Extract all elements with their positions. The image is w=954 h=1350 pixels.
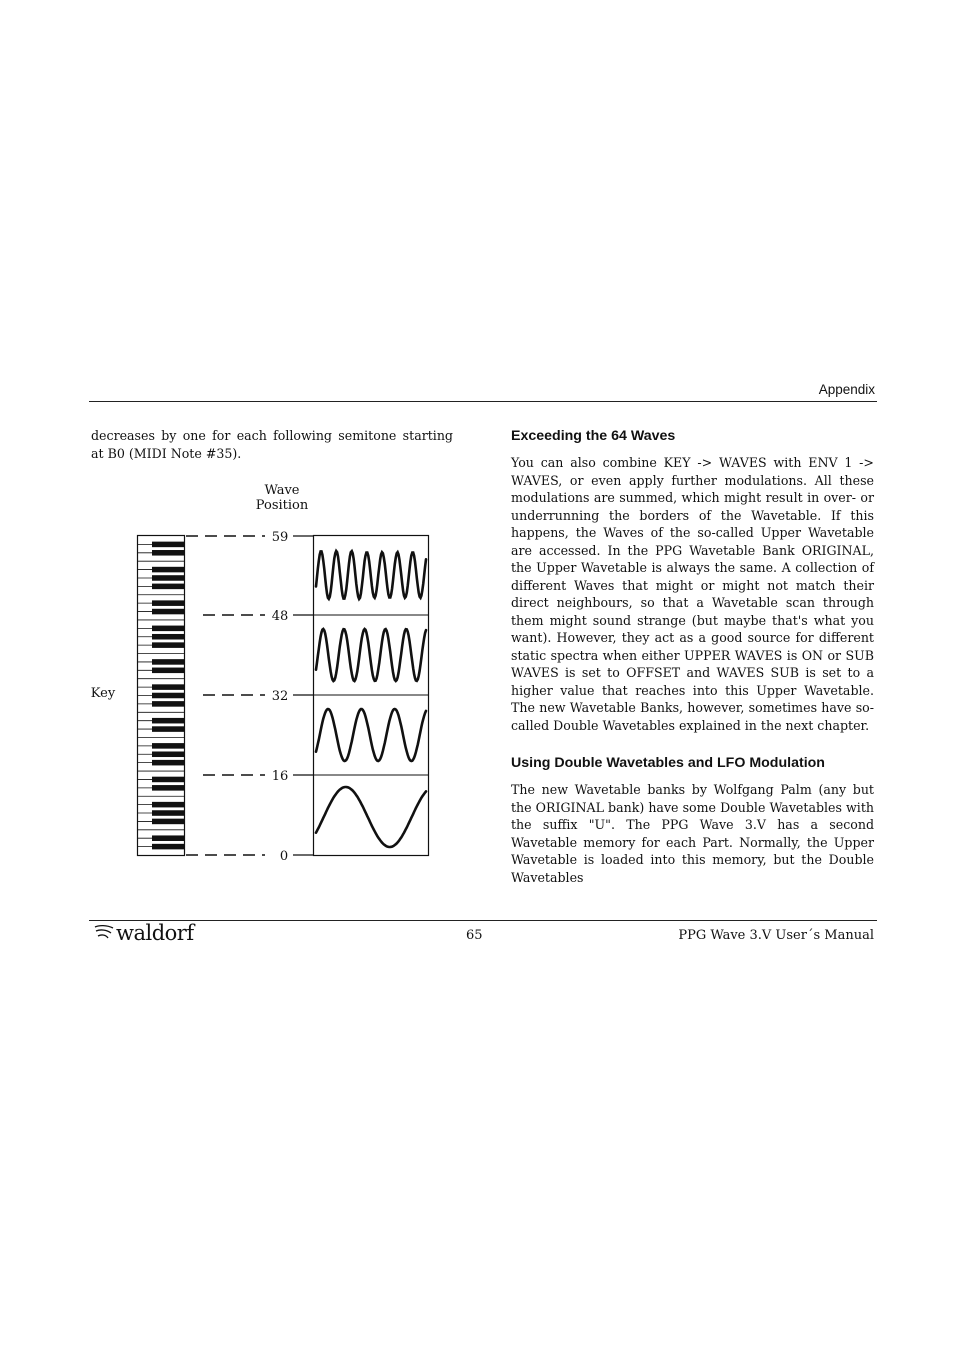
waldorf-logo-icon: [93, 923, 115, 943]
page-number: 65: [466, 928, 483, 943]
position-label: Position: [255, 498, 309, 513]
section-title: Appendix: [818, 382, 875, 397]
intro-paragraph: decreases by one for each following semitone starting at B0 (MIDI Note #35).: [91, 428, 453, 461]
heading-double-wavetables: Using Double Wavetables and LFO Modulation: [511, 755, 825, 771]
dash-lines: [186, 536, 265, 855]
waveforms: [316, 551, 426, 847]
position-0: 0: [279, 849, 289, 864]
position-16: 16: [271, 769, 289, 784]
manual-title: PPG Wave 3.V User´s Manual: [678, 928, 874, 943]
waveform-1: [316, 629, 426, 681]
wave-label: Wave: [264, 483, 300, 498]
heading-exceeding: Exceeding the 64 Waves: [511, 428, 676, 444]
waveform-3: [316, 787, 426, 847]
footer-rule: [89, 920, 877, 921]
waveform-0: [316, 551, 426, 599]
paragraph-double-wavetables: The new Wavetable banks by Wolfgang Palm (any but the ORIGINAL bank) have some Double Wavetables with the suffix "U". The PPG Wave 3.V has a second Wavetable memory for each Part. Normally, the Upper Wavetable is loaded into this memory, but the Double Wavetables: [511, 782, 874, 885]
position-48: 48: [271, 609, 289, 624]
paragraph-exceeding: You can also combine KEY -> WAVES with ENV 1 -> WAVES, or even apply further modulations. All these modulations are summed, which might result in over- or underrunning the borders of the Wavetable. If this happens, the Waves of the so-called Upper Wavetable are accessed. In the PPG Wavetable Bank ORIGINAL, the Upper Wavetable is always the same. A collection of different Waves that might or might not match their direct neighbours, so that a Wavetable scan through them might sound strange (but maybe that's what you want). However, they act as a good source for different static spectra when either UPPER WAVES is ON or SUB WAVES is set to OFFSET and WAVES SUB is set to a higher value that reaches into this Upper Wavetable. The new Wavetable Banks, however, sometimes have so-called Double Wavetables explained in the next chapter.: [511, 455, 874, 733]
waldorf-logo: [93, 921, 194, 945]
waldorf-logo-text: waldorf: [116, 921, 194, 945]
position-32: 32: [271, 689, 289, 704]
key-label: Key: [90, 686, 116, 701]
position-59: 59: [271, 530, 289, 545]
waveform-2: [316, 709, 426, 761]
right-column: [511, 428, 874, 886]
